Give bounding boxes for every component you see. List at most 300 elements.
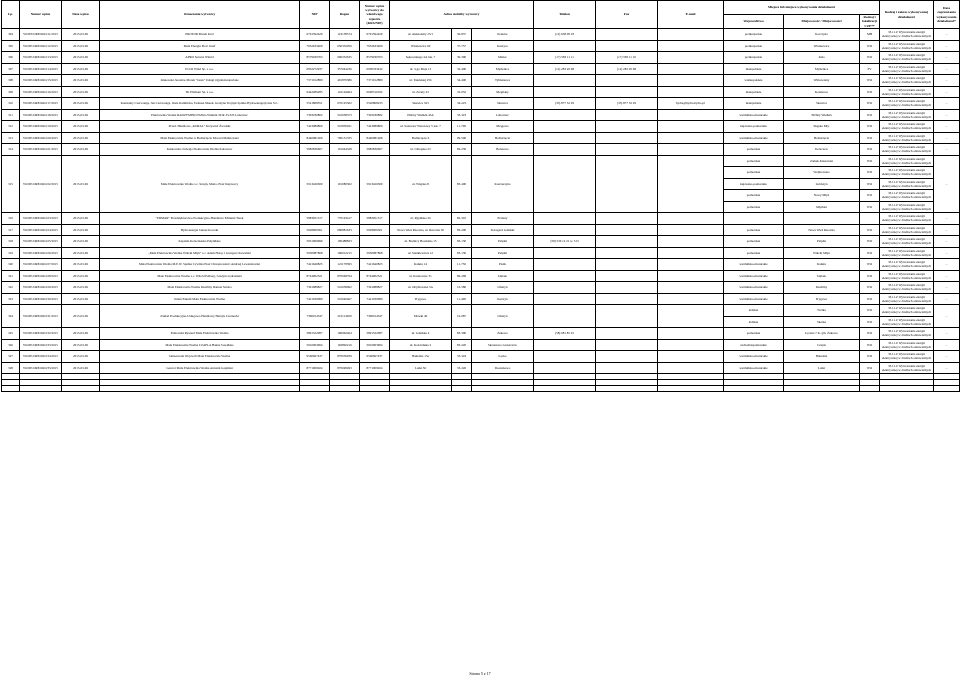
col-adres: Adres siedziby wytwórcy [390, 1, 534, 29]
cell-data-wpisu: 2015-03-06 [62, 155, 100, 213]
cell-regon: 510038062 [330, 282, 360, 294]
cell-nip: 5883051317 [300, 213, 330, 225]
table-row [2, 155, 960, 167]
cell-kod-pocztowy: 39-300 [452, 52, 472, 64]
cell-email [658, 63, 724, 75]
cell-krs: 7952633409 [360, 40, 390, 52]
table-row [2, 52, 960, 64]
cell-kod-pocztowy: 11-400 [452, 293, 472, 305]
cell-regon: 190488823 [330, 236, 360, 248]
cell-miejscowosc: Czapla [784, 339, 860, 351]
empty-row [2, 386, 960, 392]
empty-cell [2, 386, 20, 392]
cell-telefon: (58) 681 85 25 [534, 328, 596, 340]
cell-miejscowosc: Pelplin [784, 236, 860, 248]
empty-cell [860, 386, 880, 392]
cell-kod-pocztowy: 34-223 [452, 98, 472, 110]
cell-wojewodztwo: pomorskie [724, 201, 784, 213]
cell-ulica: ul. Kościańska 2 [390, 339, 452, 351]
col-lp: Lp. [2, 1, 20, 29]
cell-regon: 357044236 [330, 63, 360, 75]
cell-kod-pocztowy: 37-757 [452, 40, 472, 52]
cell-email [658, 155, 724, 213]
cell-kod-pocztowy: 83-300 [452, 328, 472, 340]
cell-kod-cze: WO [860, 351, 880, 363]
cell-email [658, 132, 724, 144]
cell-rodzaj-dzialalnosci: 33.11.Z Wytwarzanie energii elektrycznej w źródłach odnawialnych [880, 167, 934, 179]
cell-wojewodztwo: pomorskie [724, 190, 784, 202]
cell-data-wpisu: 2015-03-06 [62, 282, 100, 294]
cell-kod-cze: WO [860, 293, 880, 305]
cell-lp: 304 [2, 29, 20, 41]
cell-telefon [534, 144, 596, 156]
cell-miejscowosc-siedziby: Prabuty [472, 213, 534, 225]
cell-wojewodztwo: łódzkie [724, 305, 784, 317]
table-row [2, 132, 960, 144]
cell-rodzaj-dzialalnosci: 33.11.Z Wytwarzanie energii elektrycznej w źródłach odnawialnych [880, 247, 934, 259]
cell-data-wpisu: 2015-03-06 [62, 224, 100, 236]
cell-wojewodztwo: warmińsko-mazurskie [724, 132, 784, 144]
empty-cell [880, 386, 934, 392]
cell-kod-pocztowy: 83-400 [452, 155, 472, 213]
cell-data-zaprzestania: – [934, 213, 960, 225]
cell-lp: 310 [2, 98, 20, 110]
cell-wojewodztwo: pomorskie [724, 328, 784, 340]
cell-data-wpisu: 2015-03-06 [62, 29, 100, 41]
cell-rodzaj-dzialalnosci: 33.11.Z Wytwarzanie energii elektrycznej w źródłach odnawialnych [880, 282, 934, 294]
cell-oznaczenie: Małe Elektrownie Wodne s.c. Szrejn, Maria, Piotr Kujawscy [100, 155, 300, 213]
cell-fax [596, 132, 658, 144]
cell-telefon [534, 282, 596, 294]
cell-miejscowosc: Prygowo [784, 293, 860, 305]
cell-email [658, 40, 724, 52]
cell-rodzaj-dzialalnosci: 33.11.Z Wytwarzanie energii elektrycznej w źródłach odnawialnych [880, 362, 934, 374]
cell-fax [596, 293, 658, 305]
cell-regon: 123138574 [330, 29, 360, 41]
cell-data-wpisu: 2015-03-06 [62, 293, 100, 305]
cell-nr-wpisu: WOZE/OREOOO/23/2015 [20, 213, 62, 225]
table-row [2, 339, 960, 351]
cell-krs: 8771009024 [360, 362, 390, 374]
cell-miejscowosc-siedziby: Kraków [472, 29, 534, 41]
cell-miejscowosc-siedziby: Mogilany [472, 86, 534, 98]
cell-data-zaprzestania: – [934, 351, 960, 363]
cell-data-zaprzestania: – [934, 98, 960, 110]
cell-krs [360, 236, 390, 248]
cell-kod-pocztowy: 84-239 [452, 144, 472, 156]
cell-miejscowosc-siedziby: Kościerzyna [472, 155, 534, 213]
cell-krs: 0000516192 [360, 86, 390, 98]
cell-data-zaprzestania: – [934, 40, 960, 52]
cell-telefon [534, 40, 596, 52]
cell-fax [596, 339, 658, 351]
cell-data-zaprzestania: – [934, 270, 960, 282]
cell-oznaczenie: Mała Elektrownia Wodna w Bożnicięcie Edward Malinowski [100, 132, 300, 144]
cell-oznaczenie: Zakład Produkcyjno-Usługowo-Handlowy Henryk Czarnecki [100, 305, 300, 328]
cell-data-wpisu: 2015-03-06 [62, 63, 100, 75]
cell-nip: 7421030080 [300, 293, 330, 305]
cell-kod-pocztowy: 32-052 [452, 86, 472, 98]
cell-kod-cze: WO [860, 98, 880, 110]
cell-miejscowosc [784, 213, 860, 225]
col-kod: Rodzaj i lokalizacji CZE** [860, 15, 880, 29]
cell-oznaczenie: "EDMAR" Przedsiębiorstwo Produkcyjno-Handlowe Edmund Tarek [100, 213, 300, 225]
empty-cell [360, 386, 390, 392]
cell-regon: 510830021 [330, 121, 360, 133]
cell-kod-pocztowy: 83-130 [452, 247, 472, 259]
cell-miejscowosc: Nowy Młyn [784, 190, 860, 202]
cell-miejscowosc: Kiedliny [784, 282, 860, 294]
cell-nr-wpisu: WOZE/OREOOO/17/2015 [20, 98, 62, 110]
cell-rodzaj-dzialalnosci: 33.11.Z Wytwarzanie energii elektrycznej w źródłach odnawialnych [880, 213, 934, 225]
cell-telefon: (12) 283 20 68 [534, 63, 596, 75]
cell-miejscowosc: Kolanowo [784, 86, 860, 98]
cell-kod-cze: WO [860, 282, 880, 294]
cell-data-zaprzestania: – [934, 362, 960, 374]
cell-fax [596, 224, 658, 236]
cell-data-zaprzestania: – [934, 247, 960, 259]
cell-ulica: ul. Tatulskiej 25b [390, 75, 452, 87]
cell-data-wpisu: 2015-03-06 [62, 362, 100, 374]
cell-rodzaj-dzialalnosci: 33.11.Z Wytwarzanie energii elektrycznej w źródłach odnawialnych [880, 305, 934, 317]
cell-regon: 080881633 [330, 224, 360, 236]
cell-miejscowosc-siedziby: Skarszewo Gruszczów [472, 339, 534, 351]
cell-rodzaj-dzialalnosci: 33.11.Z Wytwarzanie energii elektrycznej w źródłach odnawialnych [880, 259, 934, 271]
cell-kod-cze: WO [860, 40, 880, 52]
cell-nip: 5913426309 [300, 155, 330, 213]
cell-wojewodztwo: małopolskie [724, 86, 784, 98]
cell-email [658, 339, 724, 351]
table-row [2, 29, 960, 41]
cell-lp: 313 [2, 132, 20, 144]
cell-oznaczenie: Małe Elektrownie Wodne s.c. Witold Pełberg, Grażyna Jędrzeński [100, 270, 300, 282]
cell-email [658, 328, 724, 340]
col-nip: NIP [300, 1, 330, 29]
cell-wojewodztwo: pomorskie [724, 247, 784, 259]
cell-email [658, 86, 724, 98]
cell-krs: 5520808235 [360, 98, 390, 110]
cell-telefon [534, 259, 596, 271]
cell-data-wpisu: 2015-03-06 [62, 52, 100, 64]
cell-regon: 070125302 [330, 98, 360, 110]
col-nr-rejestru: Numer wpisu wytwórcy do właściwego rejestru (KRS/NIP) [360, 1, 390, 29]
cell-rodzaj-dzialalnosci: 33.11.Z Wytwarzanie energii elektrycznej w źródłach odnawialnych [880, 316, 934, 328]
cell-kod-pocztowy: 34-400 [452, 75, 472, 87]
cell-miejscowosc-siedziby: Olsztyn [472, 305, 534, 328]
table-row [2, 270, 960, 282]
cell-oznaczenie: Kurkowska Jadwiga Elektrownia Wodna Kolaczew [100, 144, 300, 156]
col-wojewodztwo: Województwo [724, 15, 784, 29]
table-row [2, 144, 960, 156]
cell-regon: 192892216 [330, 339, 360, 351]
cell-regon: 190012215 [330, 247, 360, 259]
cell-krs: 7391088827 [360, 282, 390, 294]
cell-miejscowosc-siedziby: Starogard Gdański [472, 224, 534, 236]
cell-email [658, 213, 724, 225]
cell-rodzaj-dzialalnosci: 33.11.Z Wytwarzanie energii elektrycznej w źródłach odnawialnych [880, 52, 934, 64]
cell-nip: 8744002521 [300, 270, 330, 282]
cell-wojewodztwo: kujawsko-pomorskie [724, 178, 784, 190]
cell-rodzaj-dzialalnosci: 33.11.Z Wytwarzanie energii elektrycznej w źródłach odnawialnych [880, 109, 934, 121]
cell-telefon [534, 362, 596, 374]
cell-kod-cze: WO [860, 201, 880, 213]
cell-telefon: (33) 877 32 29 [534, 98, 596, 110]
table-row [2, 362, 960, 374]
cell-kod-cze: PV [860, 63, 880, 75]
cell-email [658, 293, 724, 305]
cell-miejscowosc: Elżbity Wiełkin [784, 109, 860, 121]
cell-telefon: (17) 583 11 11 [534, 52, 596, 64]
empty-cell [784, 386, 860, 392]
cell-oznaczenie: APRO Serwus Witold [100, 52, 300, 64]
cell-nr-wpisu: WOZE/OREOOO/18/2015 [20, 109, 62, 121]
col-data: Data wpisu [62, 1, 100, 29]
cell-regon: 190962464 [330, 328, 360, 340]
empty-cell [452, 386, 472, 392]
cell-fax [596, 40, 658, 52]
cell-rodzaj-dzialalnosci: 33.11.Z Wytwarzanie energii elektrycznej w źródłach odnawialnych [880, 178, 934, 190]
cell-wojewodztwo: łódzkie [724, 316, 784, 328]
cell-nip: 6791592429 [300, 29, 330, 41]
col-telefon: Telefon [534, 1, 596, 29]
cell-telefon [534, 132, 596, 144]
cell-data-wpisu: 2015-03-06 [62, 351, 100, 363]
cell-miejscowosc: Lubiszyn [784, 178, 860, 190]
cell-kod-pocztowy: 86-299 [452, 270, 472, 282]
cell-kod-pocztowy: 33-226 [452, 362, 472, 374]
cell-data-wpisu: 2015-03-06 [62, 109, 100, 121]
cell-miejscowosc-siedziby: Tylmanowa [472, 75, 534, 87]
cell-email: hydra@hydra.hydro.pl [658, 98, 724, 110]
cell-fax: (33) 877 32 29 [596, 98, 658, 110]
cell-kod-cze: WO [860, 362, 880, 374]
cell-nr-wpisu: WOZE/OREOOO/34/2015 [20, 351, 62, 363]
cell-fax [596, 144, 658, 156]
cell-data-zaprzestania: – [934, 305, 960, 328]
cell-data-wpisu: 2015-03-06 [62, 236, 100, 248]
cell-fax [596, 109, 658, 121]
cell-oznaczenie: Hydroenergia Janusz Kowski [100, 224, 300, 236]
cell-data-zaprzestania: – [934, 75, 960, 87]
cell-miejscowosc: Skórka [784, 316, 860, 328]
cell-regon: 770193417 [330, 213, 360, 225]
cell-miejscowosc-siedziby: Dostotkowo [472, 362, 534, 374]
cell-ulica: ul. Aleksandry 25/1 [390, 29, 452, 41]
cell-kod-cze: WO [860, 167, 880, 179]
cell-fax [596, 213, 658, 225]
cell-nr-wpisu: WOZE/OREOOO/14/2015 [20, 63, 62, 75]
cell-ulica: Kałuże 14 [390, 259, 452, 271]
cell-miejscowosc: Nowa Wieś Rzeczna [784, 224, 860, 236]
cell-kod-cze: MH [860, 29, 880, 41]
cell-nr-wpisu: WOZE/OREOOO/30/2015 [20, 293, 62, 305]
cell-rodzaj-dzialalnosci: 33.11.Z Wytwarzanie energii elektrycznej w źródłach odnawialnych [880, 351, 934, 363]
empty-cell [20, 386, 62, 392]
empty-cell [472, 386, 534, 392]
cell-nr-wpisu: WOZE/OREOOO/32/2015 [20, 328, 62, 340]
cell-regon: 790131765 [330, 132, 360, 144]
cell-kod-cze: WO [860, 305, 880, 317]
cell-ulica: ul. 3-go Maja 13 [390, 63, 452, 75]
cell-ulica: Bożnicięcie 6 [390, 132, 452, 144]
cell-wojewodztwo: małopolskie [724, 63, 784, 75]
cell-data-wpisu: 2015-03-06 [62, 144, 100, 156]
cell-lp: 327 [2, 351, 20, 363]
cell-nip: 5891522087 [300, 328, 330, 340]
cell-lp: 305 [2, 40, 20, 52]
table-row [2, 259, 960, 271]
cell-rodzaj-dzialalnosci: 33.11.Z Wytwarzanie energii elektrycznej w źródłach odnawialnych [880, 144, 934, 156]
cell-kod-cze: WO [860, 132, 880, 144]
cell-krs: 7393180802 [360, 109, 390, 121]
cell-ulica: ul. Obydłowska 5A [390, 282, 452, 294]
cell-miejscowosc-siedziby: Myślenice [472, 63, 534, 75]
cell-kod-cze: WO [860, 270, 880, 282]
col-rodzaj: Rodzaj i zakres wykonywanej działalności [880, 1, 934, 29]
cell-rodzaj-dzialalnosci: 33.11.Z Wytwarzanie energii elektrycznej w źródłach odnawialnych [880, 201, 934, 213]
cell-data-zaprzestania: – [934, 328, 960, 340]
cell-nip: 7390014347 [300, 305, 330, 328]
cell-nr-wpisu: WOZE/OREOOO/26/2015 [20, 247, 62, 259]
cell-nr-wpisu: WOZE/OREOOO/25/2015 [20, 236, 62, 248]
cell-kod-pocztowy: 11-730 [452, 259, 472, 271]
cell-data-wpisu: 2015-03-06 [62, 98, 100, 110]
cell-fax [596, 351, 658, 363]
cell-nip: 7371012880 [300, 75, 330, 87]
cell-data-wpisu: 2015-03-06 [62, 247, 100, 259]
cell-krs: 5930087868 [360, 247, 390, 259]
cell-nip: 6852272937 [300, 63, 330, 75]
cell-regon: 870059939 [330, 351, 360, 363]
cell-miejscowosc: Myślenice [784, 63, 860, 75]
empty-cell [934, 386, 960, 392]
cell-fax [596, 155, 658, 213]
cell-telefon: (12) 658 09 18 [534, 29, 596, 41]
cell-fax [596, 121, 658, 133]
cell-wojewodztwo: pomorskie [724, 167, 784, 179]
cell-lp: 323 [2, 293, 20, 305]
cell-rodzaj-dzialalnosci: 33.11.Z Wytwarzanie energii elektrycznej w źródłach odnawialnych [880, 224, 934, 236]
cell-miejscowosc: Idąbek [784, 270, 860, 282]
cell-rodzaj-dzialalnosci: 33.11.Z Wytwarzanie energii elektrycznej w źródłach odnawialnych [880, 63, 934, 75]
cell-wojewodztwo: warmińsko-mazurskie [724, 282, 784, 294]
cell-fax [596, 270, 658, 282]
cell-nr-wpisu: WOZE/OREOOO/19/2015 [20, 121, 62, 133]
cell-miejscowosc-siedziby: Skawica [472, 98, 534, 110]
cell-miejscowosc: Wikcki Młyn [784, 247, 860, 259]
cell-miejscowosc: Korczyna [784, 29, 860, 41]
cell-regon: 510040467 [330, 293, 360, 305]
cell-email [658, 144, 724, 156]
cell-kod-cze: WO [860, 86, 880, 98]
cell-nip: 5910003904 [300, 339, 330, 351]
cell-miejscowosc: Skępko Mły. [784, 121, 860, 133]
cell-nr-wpisu: WOZE/OREOOO/29/2015 [20, 282, 62, 294]
cell-miejscowosc: Wiszkowice [784, 40, 860, 52]
cell-data-zaprzestania: – [934, 132, 960, 144]
cell-oznaczenie: Przed. Handlowe „KORAL" Krzysztof Źwadzki [100, 121, 300, 133]
cell-krs: 7390014347 [360, 305, 390, 328]
cell-miejscowosc: Bożnicięcie [784, 132, 860, 144]
cell-wojewodztwo: warmińsko-mazurskie [724, 270, 784, 282]
cell-nip: 9442286285 [300, 86, 330, 98]
cell-krs: 9560667437 [360, 351, 390, 363]
cell-telefon [534, 224, 596, 236]
col-miejsce: Miejsce lub miejsca wykonywania działalności [724, 1, 880, 15]
cell-email [658, 224, 724, 236]
table-row [2, 282, 960, 294]
cell-email [658, 351, 724, 363]
cell-telefon [534, 247, 596, 259]
cell-rodzaj-dzialalnosci: 33.11.Z Wytwarzanie energii elektrycznej w źródłach odnawialnych [880, 86, 934, 98]
cell-fax [596, 29, 658, 41]
cell-lp: 324 [2, 305, 20, 328]
cell-kod-cze: WO [860, 236, 880, 248]
cell-email [658, 236, 724, 248]
cell-data-wpisu: 2015-03-06 [62, 121, 100, 133]
empty-cell [300, 386, 330, 392]
cell-wojewodztwo: pomorskie [724, 144, 784, 156]
cell-wojewodztwo: kujawsko-pomorskie [724, 121, 784, 133]
cell-kod-cze: WO [860, 190, 880, 202]
cell-data-zaprzestania: – [934, 63, 960, 75]
cell-telefon [534, 339, 596, 351]
cell-email [658, 109, 724, 121]
cell-oznaczenie: Jankowski Jarosław Marek "Jarek" Usługi Ogólnobudowlane [100, 75, 300, 87]
cell-email [658, 247, 724, 259]
cell-wojewodztwo: warmińsko-mazurskie [724, 259, 784, 271]
cell-lp: 320 [2, 259, 20, 271]
cell-ulica: ul. Chłopska 23 [390, 144, 452, 156]
cell-nr-wpisu: WOZE/OREOOO/20/2015 [20, 132, 62, 144]
cell-regon: 122164464 [330, 86, 360, 98]
cell-telefon [534, 109, 596, 121]
cell-telefon [534, 86, 596, 98]
cell-nip: 8440081269 [300, 132, 330, 144]
cell-data-wpisu: 2015-03-06 [62, 305, 100, 328]
empty-cell [390, 386, 452, 392]
cell-fax [596, 328, 658, 340]
cell-lp: 314 [2, 144, 20, 156]
cell-lp: 308 [2, 75, 20, 87]
cell-data-zaprzestania: – [934, 282, 960, 294]
cell-ulica: Skawica 323 [390, 98, 452, 110]
cell-oznaczenie: Mała Energia Piotr Józef [100, 40, 300, 52]
cell-kod-cze: WO [860, 144, 880, 156]
cell-data-wpisu: 2015-03-06 [62, 75, 100, 87]
cell-nr-wpisu: WOZE/OREOOO/21/2015 [20, 144, 62, 156]
cell-nip: 5928009361 [300, 224, 330, 236]
cell-kod-cze: WO [860, 224, 880, 236]
cell-kod-pocztowy: 33-324 [452, 351, 472, 363]
cell-wojewodztwo: warmińsko-mazurskie [724, 362, 784, 374]
cell-miejscowosc: Łęczna 7 K. gm. Żukowo [784, 328, 860, 340]
cell-kod-pocztowy: 33-323 [452, 109, 472, 121]
col-fax: Fax [596, 1, 658, 29]
cell-lp: 321 [2, 270, 20, 282]
cell-regon: 690232635 [330, 52, 360, 64]
table-body [2, 29, 960, 392]
cell-fax: (17) 583 11 10 [596, 52, 658, 64]
cell-kod-pocztowy: 10-687 [452, 305, 472, 328]
cell-nr-wpisu: WOZE/OREOOO/31/2015 [20, 305, 62, 328]
cell-kod-cze [860, 213, 880, 225]
cell-rodzaj-dzialalnosci: 33.11.Z Wytwarzanie energii elektrycznej w źródłach odnawialnych [880, 132, 934, 144]
cell-nr-wpisu: WOZE/OREOOO/15/2015 [20, 75, 62, 87]
cell-krs: 8579030763 [360, 52, 390, 64]
cell-rodzaj-dzialalnosci: 33.11.Z Wytwarzanie energii elektrycznej w źródłach odnawialnych [880, 29, 934, 41]
cell-miejscowosc: Zamek Kiszewski [784, 155, 860, 167]
